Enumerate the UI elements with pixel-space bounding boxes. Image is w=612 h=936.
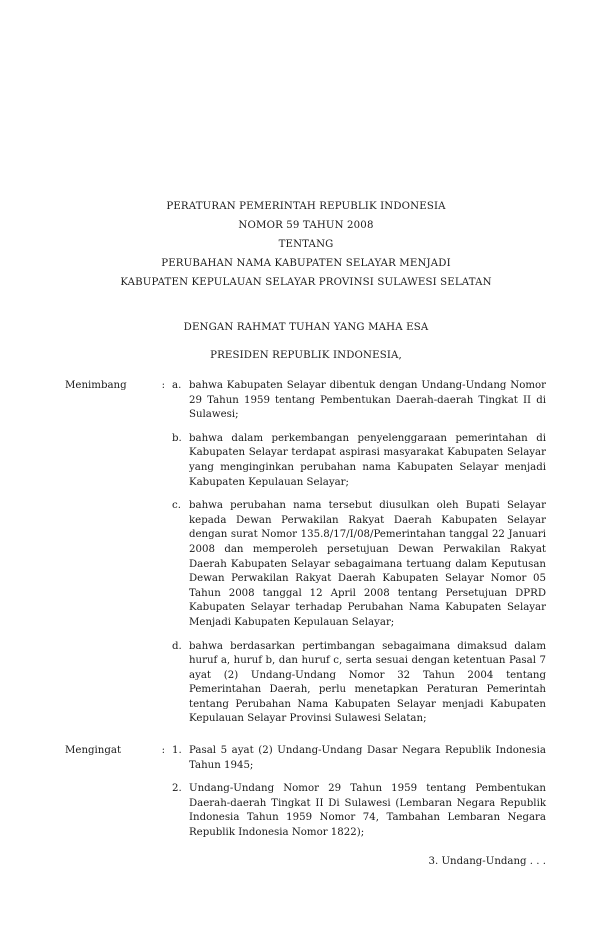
title-subject-line-2: KABUPATEN KEPULAUAN SELAYAR PROVINSI SULAWESI SELATAN	[120, 277, 492, 288]
mengingat-marker-1: 1.	[172, 745, 182, 756]
divine-mandate-line: DENGAN RAHMAT TUHAN YANG MAHA ESA	[183, 322, 429, 333]
menimbang-item-d	[65, 640, 546, 728]
menimbang-section	[65, 379, 546, 727]
mengingat-marker-2: 2.	[172, 783, 182, 795]
menimbang-text-c: bahwa perubahan nama tersebut diusulkan oleh Bupati Selayar kepada Dewan Perwakilan Rakyat Daerah Kabupaten Selayar dengan surat Nomor 135.8/17/I/08/Pemerintahan tanggal 22 Januari 2008 dan memperoleh persetujuan Dewan Perwakilan Rakyat Daerah Kabupaten Selayar sebagaimana tertuang dalam Keputusan Dewan Perwakilan Rakyat Daerah Kabupaten Selayar Nomor 05 Tahun 2008 tanggal 12 April 2008 tentang Persetujuan DPRD Kabupaten Selayar terhadap Perubahan Nama Kabupaten Selayar Menjadi Kabupaten Kepulauan Selayar;	[189, 500, 546, 628]
menimbang-marker-d: d.	[172, 640, 182, 652]
mengingat-item-1	[65, 744, 546, 773]
menimbang-marker-b: b.	[172, 432, 182, 444]
menimbang-marker-a: a.	[172, 380, 182, 391]
title-about-label: TENTANG	[278, 239, 334, 250]
document-title-block	[0, 197, 612, 292]
title-subject-line-1: PERUBAHAN NAMA KABUPATEN SELAYAR MENJADI	[161, 258, 451, 269]
mengingat-item-2	[65, 782, 546, 840]
menimbang-text-b: bahwa dalam perkembangan penyelenggaraan pemerintahan di Kabupaten Selayar terdapat aspirasi masyarakat Kabupaten Selayar yang menginginkan perubahan nama Kabupaten Selayar menjadi Kabupaten Kepulauan Selayar;	[189, 432, 546, 488]
mengingat-text-1: Pasal 5 ayat (2) Undang-Undang Dasar Negara Republik Indonesia Tahun 1945;	[189, 745, 546, 771]
mengingat-section	[65, 744, 546, 841]
menimbang-label	[65, 379, 172, 394]
menimbang-text-d: bahwa berdasarkan pertimbangan sebagaimana dimaksud dalam huruf a, huruf b, dan huruf c, serta sesuai dengan ketentuan Pasal 7 ayat (2) Undang-Undang Nomor 32 Tahun 2004 tentang Pemerintahan Daerah, perlu menetapkan Peraturan Pemerintah tentang Perubahan Nama Kabupaten Selayar menjadi Kabupaten Kepulauan Selayar Provinsi Sulawesi Selatan;	[189, 640, 546, 725]
mengingat-label-colon: :	[161, 745, 165, 756]
menimbang-label-text: Menimbang	[65, 380, 127, 391]
page-continuation-marker: 3. Undang-Undang . . .	[428, 856, 546, 867]
menimbang-item-a	[65, 379, 546, 423]
mengingat-label	[65, 744, 172, 759]
menimbang-text-a: bahwa Kabupaten Selayar dibentuk dengan Undang-Undang Nomor 29 Tahun 1959 tentang Pembentukan Daerah-daerah Tingkat II di Sulawesi;	[189, 380, 546, 421]
mengingat-label-text: Mengingat	[65, 745, 122, 756]
page-title: PERATURAN PEMERINTAH REPUBLIK INDONESIA	[166, 201, 446, 212]
menimbang-item-c	[65, 499, 546, 630]
menimbang-label-colon: :	[161, 380, 165, 391]
issuing-authority-line: PRESIDEN REPUBLIK INDONESIA,	[210, 350, 402, 361]
menimbang-item-b	[65, 432, 546, 490]
mengingat-text-2: Undang-Undang Nomor 29 Tahun 1959 tentang Pembentukan Daerah-daerah Tingkat II Di Sulawesi (Lembaran Negara Republik Indonesia Tahun 1959 Nomor 74, Tambahan Lembaran Negara Republik Indonesia Nomor 1822);	[189, 783, 546, 838]
menimbang-marker-c: c.	[172, 500, 181, 512]
regulation-number: NOMOR 59 TAHUN 2008	[238, 220, 374, 231]
